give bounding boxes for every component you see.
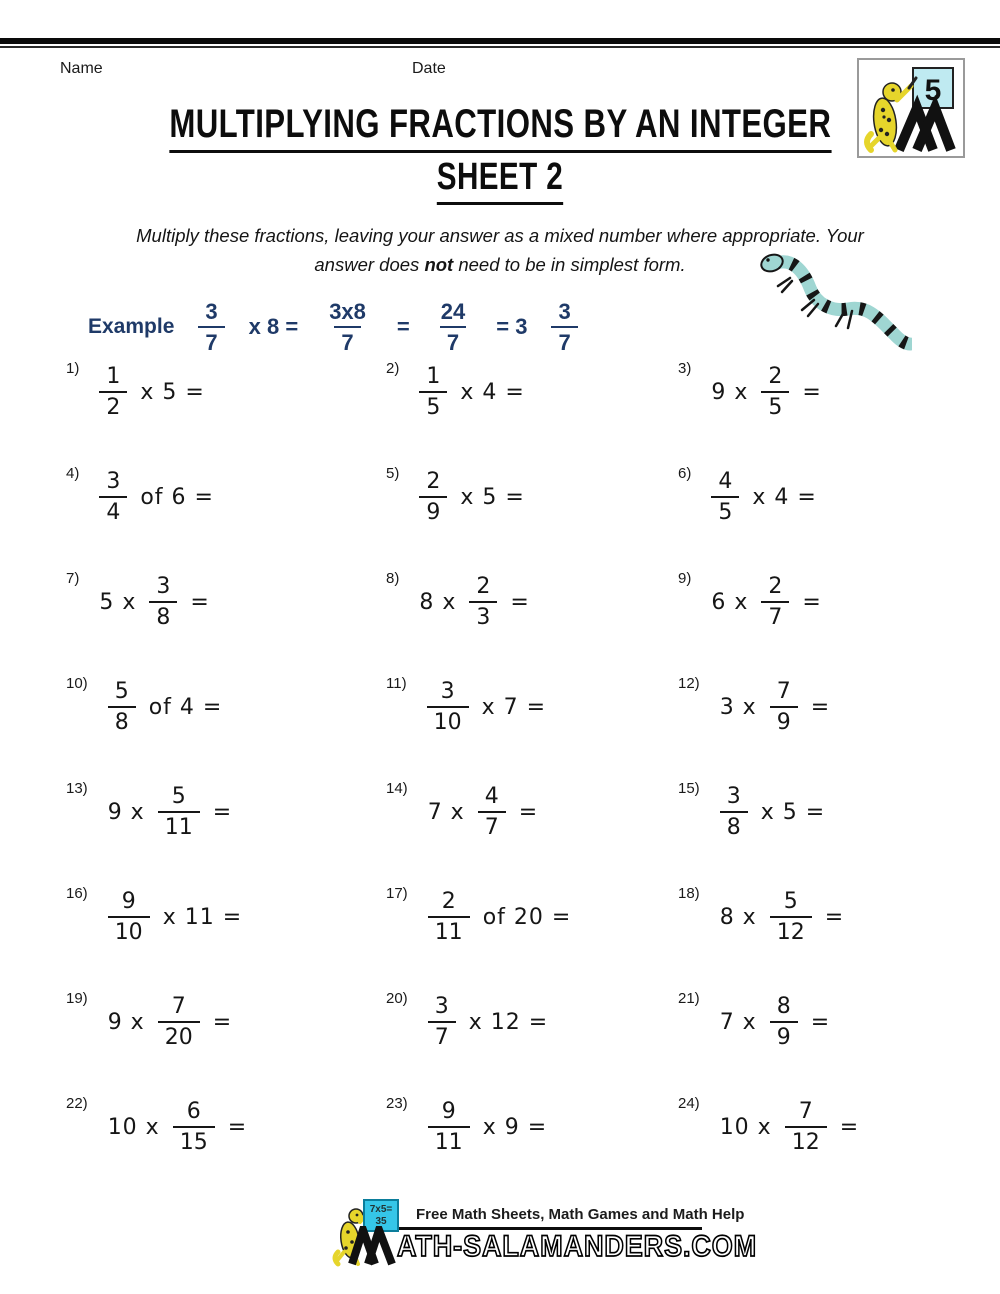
denominator: 2 (99, 391, 127, 419)
footer-site-text: ATH-SALAMANDERS.COM (397, 1230, 758, 1263)
problem-item (380, 885, 672, 990)
problem-number: 21) (678, 990, 700, 1007)
problem-item (60, 1095, 380, 1200)
numerator: 2 (441, 889, 456, 914)
numerator: 5 (171, 784, 186, 809)
operator-suffix: x 9 = (482, 1114, 548, 1140)
instructions-line1: Multiply these fractions, leaving your answer as a mixed number where appropriate. Your (136, 225, 864, 246)
integer-prefix: 10 x (719, 1114, 772, 1140)
problem-expression (99, 365, 204, 419)
denominator: 9 (770, 706, 798, 734)
name-label: Name (60, 60, 103, 77)
problem-expression (108, 995, 232, 1049)
numerator: 7 (171, 994, 186, 1019)
problem-number: 23) (386, 1095, 408, 1112)
problem-number: 4) (66, 465, 80, 482)
problem-number: 19) (66, 990, 88, 1007)
problem-number: 12) (678, 675, 700, 692)
numerator: 3 (440, 679, 455, 704)
operator-suffix: x 5 = (760, 799, 826, 825)
operator-suffix: x 4 = (752, 484, 817, 510)
problem-item (60, 990, 380, 1095)
problem-expression (419, 365, 524, 419)
page-subtitle (0, 156, 1000, 205)
operator-suffix: x 4 = (460, 379, 525, 405)
problem-expression (720, 1100, 859, 1154)
denominator: 8 (149, 601, 177, 629)
problem-item (672, 1095, 940, 1200)
example-fraction-3 (434, 300, 472, 354)
integer-prefix: 10 x (107, 1114, 160, 1140)
footer-tagline: Free Math Sheets, Math Games and Math Help (416, 1206, 745, 1223)
denominator: 12 (785, 1126, 827, 1154)
integer-prefix: 9 x (107, 1009, 145, 1035)
fraction (428, 890, 470, 944)
page-title (0, 102, 1000, 153)
operator-suffix: = (810, 694, 831, 720)
example-equals: = (396, 314, 410, 339)
fraction (419, 365, 447, 419)
numerator: 3 (726, 784, 741, 809)
numerator: 2 (426, 469, 441, 494)
operator-suffix: = (810, 1009, 831, 1035)
operator-suffix: x 5 = (140, 379, 205, 405)
problem-expression (419, 470, 524, 524)
integer-prefix: 8 x (419, 589, 457, 615)
fraction (428, 995, 456, 1049)
problem-item (672, 465, 940, 570)
fraction (149, 575, 177, 629)
numerator: 3 (205, 298, 218, 324)
fraction (108, 680, 136, 734)
problem-expression (108, 890, 242, 944)
problem-number: 2) (386, 360, 400, 377)
fraction (173, 1100, 215, 1154)
numerator: 6 (186, 1099, 201, 1124)
operator-suffix: x 7 = (481, 694, 547, 720)
denominator: 11 (428, 1126, 470, 1154)
problem-item (380, 1095, 672, 1200)
denominator: 8 (720, 811, 748, 839)
operator-suffix: x 12 = (468, 1009, 549, 1035)
denominator: 15 (173, 1126, 215, 1154)
problem-item (672, 360, 940, 465)
problem-number: 11) (386, 675, 407, 692)
operator-suffix: of 20 = (482, 904, 572, 930)
problem-expression (428, 995, 548, 1049)
denominator: 9 (419, 496, 447, 524)
problem-item (60, 360, 380, 465)
problem-expression (99, 575, 209, 629)
integer-prefix: 3 x (719, 694, 757, 720)
problem-number: 3) (678, 360, 692, 377)
denominator: 8 (108, 706, 136, 734)
date-label: Date (412, 60, 446, 77)
example-fraction-2 (322, 300, 373, 354)
denominator: 7 (428, 1021, 456, 1049)
numerator: 5 (114, 679, 129, 704)
title-line2: SHEET 2 (437, 156, 563, 205)
problem-item (60, 885, 380, 990)
integer-prefix: 7 x (719, 1009, 757, 1035)
operator-suffix: = (802, 379, 822, 405)
numerator: 4 (718, 469, 733, 494)
denominator: 12 (770, 916, 812, 944)
fraction (720, 785, 748, 839)
operator-suffix: of 6 = (140, 484, 214, 510)
numerator: 3 (558, 298, 571, 324)
fraction (711, 470, 739, 524)
problem-expression (108, 785, 232, 839)
numerator: 3 (156, 574, 171, 599)
numerator: 3 (434, 994, 449, 1019)
operator-suffix: = (212, 1009, 233, 1035)
problem-number: 8) (386, 570, 400, 587)
denominator: 7 (198, 326, 224, 354)
denominator: 7 (761, 601, 789, 629)
problem-expression (419, 575, 529, 629)
fraction (761, 365, 789, 419)
footer-m-logo (348, 1226, 398, 1271)
integer-prefix: 7 x (427, 799, 465, 825)
denominator: 10 (427, 706, 469, 734)
numerator: 2 (768, 364, 783, 389)
fraction (478, 785, 506, 839)
problem-number: 22) (66, 1095, 88, 1112)
example-equals-mixed: = 3 (496, 314, 528, 339)
problem-number: 17) (386, 885, 408, 902)
example-fraction-4 (551, 300, 577, 354)
top-rule-thin (0, 46, 1000, 48)
fraction (99, 470, 127, 524)
example-fraction-1 (198, 300, 224, 354)
problem-number: 9) (678, 570, 692, 587)
fraction (428, 1100, 470, 1154)
problem-number: 1) (66, 360, 80, 377)
denominator: 11 (428, 916, 470, 944)
problem-item (672, 570, 940, 675)
problem-item (380, 675, 672, 780)
denominator: 7 (551, 326, 577, 354)
operator-suffix: = (839, 1114, 860, 1140)
operator-suffix: = (824, 904, 845, 930)
board-line1: 7x5= (369, 1203, 393, 1215)
problem-item (380, 360, 672, 465)
problem-number: 7) (66, 570, 80, 587)
denominator: 20 (158, 1021, 200, 1049)
problem-expression (108, 680, 223, 734)
numerator: 4 (484, 784, 499, 809)
denominator: 10 (108, 916, 150, 944)
denominator: 4 (99, 496, 127, 524)
fraction (99, 365, 127, 419)
problem-item (380, 570, 672, 675)
problem-item (60, 675, 380, 780)
problem-number: 20) (386, 990, 408, 1007)
denominator: 11 (158, 811, 200, 839)
problems-grid (60, 360, 940, 1200)
numerator: 9 (121, 889, 136, 914)
denominator: 5 (761, 391, 789, 419)
denominator: 3 (469, 601, 497, 629)
operator-suffix: x 5 = (460, 484, 525, 510)
numerator: 3x8 (329, 298, 366, 324)
problem-number: 14) (386, 780, 408, 797)
fraction (158, 995, 200, 1049)
problem-item (60, 570, 380, 675)
integer-prefix: 8 x (719, 904, 757, 930)
problem-number: 6) (678, 465, 692, 482)
m-logo-icon (348, 1226, 398, 1266)
problem-expression (720, 890, 844, 944)
fraction (469, 575, 497, 629)
example-label: Example (88, 315, 175, 338)
problem-expression (428, 1100, 547, 1154)
integer-prefix: 9 x (711, 379, 749, 405)
problem-expression (711, 470, 816, 524)
integer-prefix: 9 x (107, 799, 145, 825)
problem-expression (428, 785, 538, 839)
problem-item (60, 780, 380, 885)
integer-prefix: 5 x (99, 589, 137, 615)
numerator: 8 (776, 994, 791, 1019)
operator-suffix: of 4 = (148, 694, 223, 720)
fraction (108, 890, 150, 944)
problem-number: 13) (66, 780, 88, 797)
problem-item (672, 885, 940, 990)
numerator: 3 (106, 469, 121, 494)
problem-expression (427, 680, 546, 734)
denominator: 7 (334, 326, 360, 354)
denominator: 5 (419, 391, 447, 419)
numerator: 24 (440, 298, 466, 324)
problem-number: 10) (66, 675, 88, 692)
numerator: 2 (768, 574, 783, 599)
operator-suffix: x 11 = (162, 904, 243, 930)
fraction (419, 470, 447, 524)
operator-suffix: = (802, 589, 822, 615)
denominator: 7 (440, 326, 466, 354)
fraction (761, 575, 789, 629)
fraction (770, 995, 798, 1049)
problem-expression (428, 890, 572, 944)
problem-item (672, 990, 940, 1095)
problem-item (380, 990, 672, 1095)
problem-expression (99, 470, 214, 524)
problem-expression (720, 785, 825, 839)
problem-expression (711, 575, 821, 629)
numerator: 7 (798, 1099, 813, 1124)
problem-number: 5) (386, 465, 400, 482)
fraction (770, 890, 812, 944)
problem-expression (711, 365, 821, 419)
problem-item (672, 675, 940, 780)
example-row (88, 292, 578, 362)
instructions-line2: answer does not need to be in simplest form. (314, 253, 686, 275)
integer-prefix: 6 x (711, 589, 749, 615)
denominator: 5 (711, 496, 739, 524)
title-line1: MULTIPLYING FRACTIONS BY AN INTEGER (169, 102, 831, 153)
top-rule-thick (0, 38, 1000, 44)
numerator: 1 (106, 364, 121, 389)
badge-number-glyph: 5 (924, 74, 942, 107)
operator-suffix: = (227, 1114, 248, 1140)
numerator: 1 (426, 364, 441, 389)
fraction (158, 785, 200, 839)
problem-item (380, 465, 672, 570)
operator-suffix: = (518, 799, 539, 825)
problem-expression (720, 995, 830, 1049)
numerator: 7 (776, 679, 791, 704)
board-line2: 35 (375, 1215, 387, 1227)
denominator: 9 (770, 1021, 798, 1049)
problem-item (380, 780, 672, 885)
operator-suffix: = (212, 799, 233, 825)
numerator: 5 (783, 889, 798, 914)
operator-suffix: = (510, 589, 530, 615)
numerator: 9 (441, 1099, 456, 1124)
problem-item (672, 780, 940, 885)
example-operator: x 8 = (248, 314, 299, 339)
problem-number: 24) (678, 1095, 700, 1112)
numerator: 2 (476, 574, 491, 599)
problem-expression (108, 1100, 247, 1154)
problem-expression (720, 680, 830, 734)
fraction (427, 680, 469, 734)
fraction (770, 680, 798, 734)
problem-number: 16) (66, 885, 88, 902)
lizard-illustration (752, 248, 912, 358)
problem-item (60, 465, 380, 570)
operator-suffix: = (190, 589, 210, 615)
problem-number: 18) (678, 885, 700, 902)
denominator: 7 (478, 811, 506, 839)
problem-number: 15) (678, 780, 700, 797)
fraction (785, 1100, 827, 1154)
lizard-icon (752, 248, 912, 353)
